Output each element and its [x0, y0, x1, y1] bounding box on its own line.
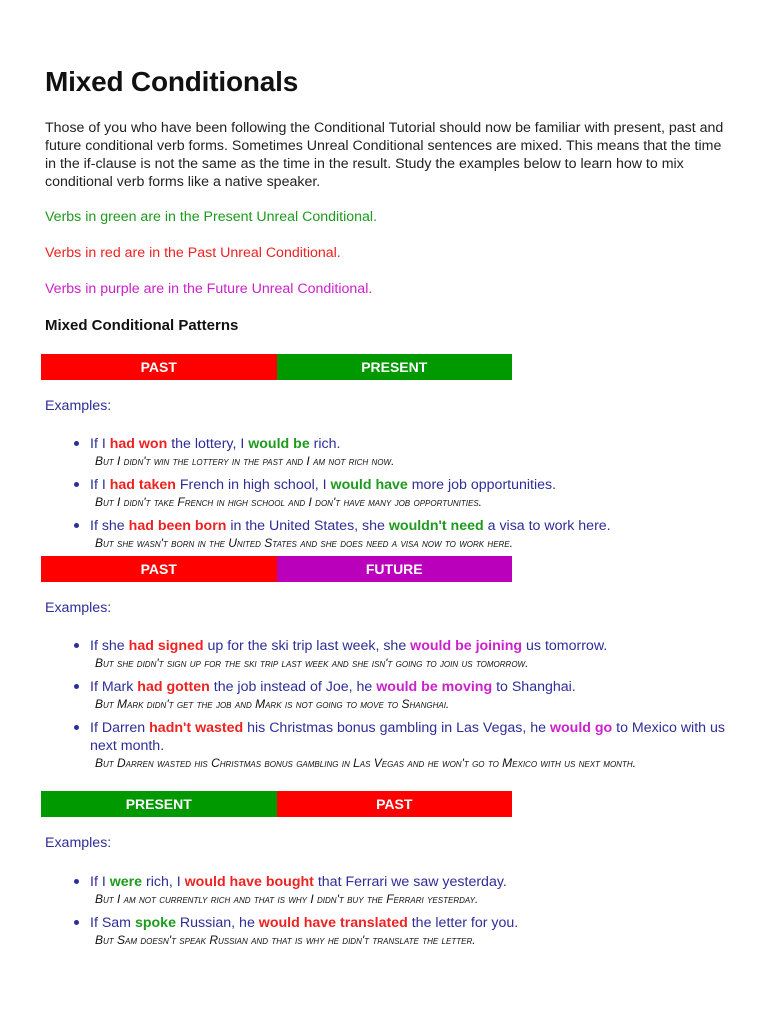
bullet-icon [74, 920, 79, 925]
examples-label: Examples: [45, 600, 112, 616]
bullet-icon [74, 684, 79, 689]
bullet-icon [74, 643, 79, 648]
example-sentence: If Darren hadn't wasted his Christmas bonus gambling in Las Vegas, he would go to Mexico with us next month. [90, 720, 725, 754]
example-note: But Mark didn't get the job and Mark is not going to move to Shanghai. [95, 697, 450, 711]
example-sentence: If she had been born in the United States, she wouldn't need a visa to work here. [90, 518, 611, 534]
legend-green: Verbs in green are in the Present Unreal Conditional. [45, 209, 378, 225]
example-sentence: If she had signed up for the ski trip last week, she would be joining us tomorrow. [90, 638, 608, 654]
page-title: Mixed Conditionals [45, 66, 299, 97]
pattern-label-left: PAST [41, 354, 277, 380]
example-note: But she didn't sign up for the ski trip last week and she isn't going to join us tomorrow. [95, 656, 529, 670]
pattern-label-right: FUTURE [277, 556, 513, 582]
example-note: But I didn't take French in high school and I don't have many job opportunities. [95, 495, 482, 509]
list-item [72, 914, 732, 948]
bullet-icon [74, 482, 79, 487]
pattern-label-left: PAST [41, 556, 277, 582]
bullet-icon [74, 523, 79, 528]
example-sentence: If I had won the lottery, I would be rich. [90, 436, 341, 452]
legend-purple: Verbs in purple are in the Future Unreal Conditional. [45, 281, 373, 297]
example-note: But Sam doesn't speak Russian and that is why he didn't translate the letter. [95, 933, 476, 947]
intro-paragraph: Those of you who have been following the Conditional Tutorial should now be familiar with present, past and future conditional verb forms. Sometimes Unreal Conditional sentences are mixed. This means that the time in the if-clause is not the same as the time in the result. Study the examples below to learn how to mix conditional verb forms like a native speaker. [45, 120, 724, 190]
pattern-bar-present-past [41, 791, 512, 817]
list-item [72, 873, 732, 907]
pattern-bar-past-present [41, 354, 512, 380]
bullet-icon [74, 441, 79, 446]
legend-red: Verbs in red are in the Past Unreal Conditional. [45, 245, 341, 261]
example-sentence: If I were rich, I would have bought that Ferrari we saw yesterday. [90, 874, 507, 890]
example-list [72, 435, 732, 558]
example-sentence: If Sam spoke Russian, he would have translated the letter for you. [90, 915, 519, 931]
list-item [72, 517, 732, 551]
examples-label: Examples: [45, 398, 112, 414]
list-item [72, 678, 732, 712]
example-note: But I am not currently rich and that is why I didn't buy the Ferrari yesterday. [95, 892, 479, 906]
example-note: But she wasn't born in the United States and she does need a visa now to work here. [95, 536, 513, 550]
example-sentence: If Mark had gotten the job instead of Joe, he would be moving to Shanghai. [90, 679, 576, 695]
examples-label: Examples: [45, 835, 112, 851]
example-sentence: If I had taken French in high school, I would have more job opportunities. [90, 477, 557, 493]
example-note: But Darren wasted his Christmas bonus gambling in Las Vegas and he won't go to Mexico with us next month. [95, 756, 636, 770]
pattern-label-left: PRESENT [41, 791, 277, 817]
pattern-bar-past-future [41, 556, 512, 582]
list-item [72, 435, 732, 469]
section-title: Mixed Conditional Patterns [45, 317, 239, 334]
example-list [72, 637, 732, 778]
pattern-label-right: PRESENT [277, 354, 513, 380]
bullet-icon [74, 725, 79, 730]
list-item [72, 719, 732, 771]
list-item [72, 637, 732, 671]
pattern-label-right: PAST [277, 791, 513, 817]
list-item [72, 476, 732, 510]
example-list [72, 873, 732, 955]
bullet-icon [74, 879, 79, 884]
example-note: But I didn't win the lottery in the past and I am not rich now. [95, 454, 395, 468]
